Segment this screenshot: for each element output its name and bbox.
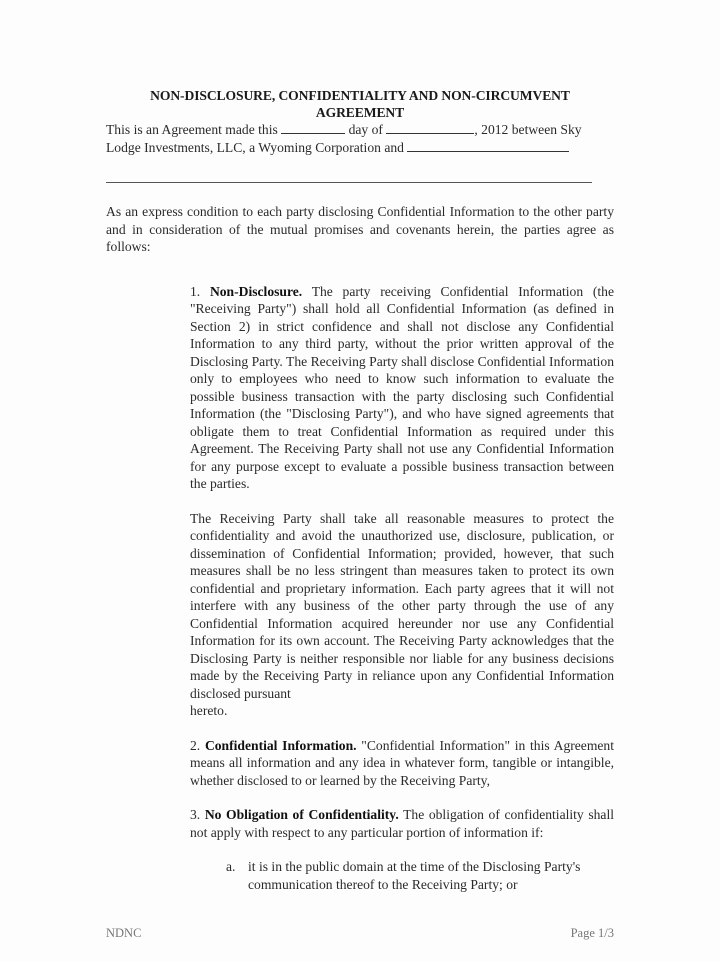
section-number: 2. xyxy=(190,737,201,753)
title-line-1: NON-DISCLOSURE, CONFIDENTIALITY AND NON-CIRCUMVENT xyxy=(150,88,570,103)
party-address-blank-line[interactable] xyxy=(106,182,592,183)
footer-page-number: Page 1/3 xyxy=(570,926,614,940)
day-blank-field[interactable] xyxy=(281,121,345,134)
section-text: The obligation of confidentiality shall not apply with respect to any particular portion of information if: xyxy=(190,807,615,840)
section-number: 1. xyxy=(190,283,201,299)
footer-doc-code: NDNC xyxy=(106,926,142,940)
section-text: The party receiving Confidential Information (the "Receiving Party") shall hold all Confidential Information (as defined in Section 2) in strict confidence and shall not disclose any Confidential Information to any third party, without the prior written approval of the Disclosing Party. The Receiving Party shall disclose Confidential Information only to employees who need to know such information to evaluate the possible business transaction with the party disclosing such Confidential Information (the "Disclosing Party"), and who have signed agreements that obligate them to treat Confidential Information as required under this Agreement. The Receiving Party shall not use any Confidential Information for any purpose except to evaluate a possible business transaction between the parties. xyxy=(190,283,614,491)
intro-text-3: , 2012 between Sky xyxy=(474,122,582,137)
month-blank-field[interactable] xyxy=(386,121,474,134)
title-line-2: AGREEMENT xyxy=(315,104,405,120)
list-item-text: it is in the public domain at the time of the Disclosing Party's communication thereof to the Receiving Party; or xyxy=(248,859,581,892)
section-heading: No Obligation of Confidentiality. xyxy=(204,807,399,822)
section-3-no-obligation xyxy=(190,806,614,841)
intro-text-2: day of xyxy=(348,122,383,137)
section-text: The Receiving Party shall take all reasonable measures to protect the confidentiality and avoid the unauthorized use, disclosure, publication, or dissemination of Confidential Information; provided, however, that such measures shall be no less stringent than measures taken to protect its own confidential and proprietary information. Each party agrees that it will not interfere with any business of the other party through the use of any Confidential Information acquired hereunder nor use any Confidential Information for its own account. The Receiving Party acknowledges that the Disclosing Party is neither responsible nor liable for any business decisions made by the Receiving Party in reliance upon any Confidential Information disclosed pursuant xyxy=(190,510,614,701)
section-text-end: hereto. xyxy=(190,703,228,718)
intro-text-1: This is an Agreement made this xyxy=(106,122,278,137)
section-heading: Confidential Information. xyxy=(204,737,357,753)
section-1-non-disclosure xyxy=(190,283,614,493)
intro-text-4: Lodge Investments, LLC, a Wyoming Corporation and xyxy=(106,139,404,155)
express-condition-paragraph: As an express condition to each party disclosing Confidential Information to the other party and in consideration of the mutual promises and covenants herein, the parties agree as follows: xyxy=(106,204,614,254)
intro-paragraph xyxy=(106,121,598,156)
list-item-a xyxy=(226,858,614,893)
list-marker: a. xyxy=(226,859,236,874)
section-heading: Non-Disclosure. xyxy=(209,283,303,299)
document-title xyxy=(106,88,614,121)
footer xyxy=(106,925,614,941)
section-1-paragraph-2 xyxy=(190,510,614,720)
section-number: 3. xyxy=(190,807,201,822)
section-text: "Confidential Information" in this Agreement means all information and any idea in whatever form, tangible or intangible, whether disclosed to or learned by the Receiving Party, xyxy=(190,737,615,788)
section-2-confidential-information xyxy=(190,737,614,790)
party-name-blank-field[interactable] xyxy=(407,139,569,152)
